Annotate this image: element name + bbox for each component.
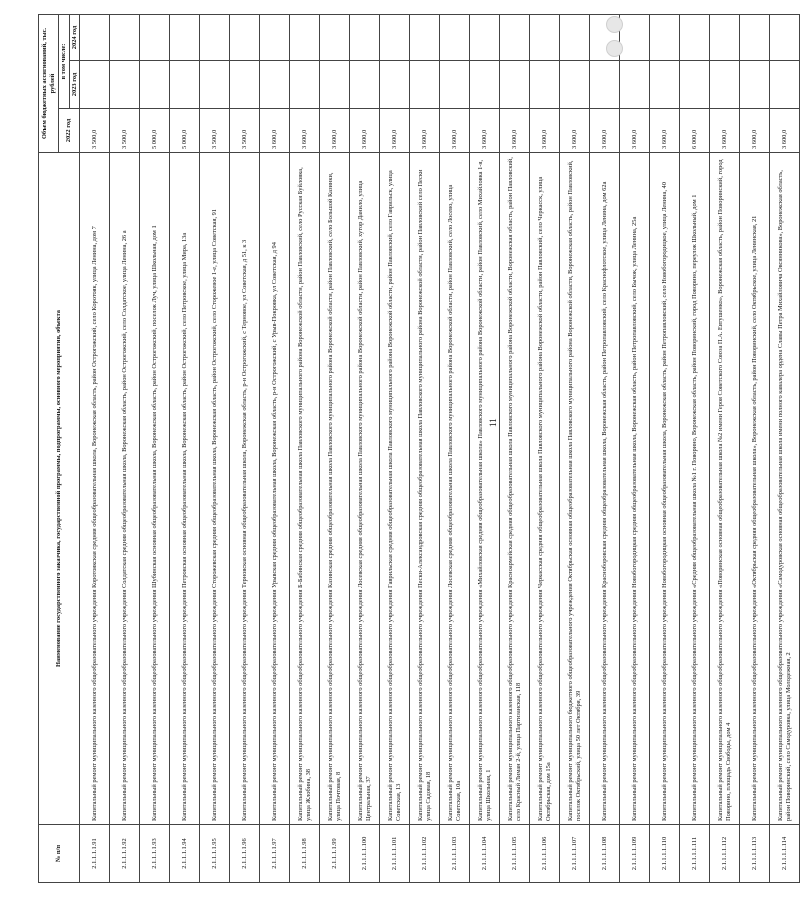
row-value-2023 xyxy=(770,61,800,109)
table-row xyxy=(110,15,140,883)
table-row xyxy=(620,15,650,883)
header-year-2022: 2022 год xyxy=(59,109,80,153)
row-number: 2.1.1.1.1.100 xyxy=(350,825,380,883)
row-number: 2.1.1.1.1.96 xyxy=(230,825,260,883)
header-row xyxy=(39,15,59,883)
row-value-2023 xyxy=(620,61,650,109)
row-value-2023 xyxy=(560,61,590,109)
table-row xyxy=(440,15,470,883)
row-value-2024 xyxy=(740,15,770,61)
row-value-2022: 3 600,0 xyxy=(380,109,410,153)
header-year-2023: 2023 год xyxy=(69,61,80,109)
row-description: Капитальный ремонт муниципального казенного общеобразовательного учреждения Красноармейская средняя общеобразовательная школа Павловского муниципального района Воронежской области, Воронежская область, район Павловский, село Красный Лиман 2-й, улица Партизанская, 118 xyxy=(500,153,530,825)
row-value-2024 xyxy=(380,15,410,61)
row-description: Капитальный ремонт муниципального казенного общеобразовательного учреждения Гаврильская средняя общеобразовательная школа Павловского муниципального района Воронежской области, район Павловский, село Гаврильск, улица Советская, 13 xyxy=(380,153,410,825)
table-row xyxy=(680,15,710,883)
row-value-2024 xyxy=(410,15,440,61)
table-row xyxy=(740,15,770,883)
page-number: 11 xyxy=(488,418,498,427)
row-value-2023 xyxy=(260,61,290,109)
table-row xyxy=(80,15,110,883)
table-row xyxy=(230,15,260,883)
row-value-2024 xyxy=(770,15,800,61)
row-value-2024 xyxy=(470,15,500,61)
row-value-2023 xyxy=(140,61,170,109)
row-description: Капитальный ремонт муниципального казенного общеобразовательного учреждения Новобогородицкая средняя общеобразовательная школа, Воронежская область, район Петропавловский, село Бычок, улица Ленина, 25а xyxy=(620,153,650,825)
row-description: Капитальный ремонт муниципального казенного общеобразовательного учреждения «Михайловская средняя общеобразовательная школа» Павловского муниципального района Воронежской области, район Павловский, село Михайловка 1-я, улица Школьная, 1 xyxy=(470,153,500,825)
row-number: 2.1.1.1.1.112 xyxy=(710,825,740,883)
row-value-2024 xyxy=(80,15,110,61)
row-value-2022: 3 500,0 xyxy=(200,109,230,153)
row-description: Капитальный ремонт муниципального казенного общеобразовательного учреждения Терновская основная общеобразовательная школа, Воронежская область, р-н Острогожский, с Терновое, ул Советская, д 51, к 3 xyxy=(230,153,260,825)
row-number: 2.1.1.1.1.98 xyxy=(290,825,320,883)
row-value-2024 xyxy=(230,15,260,61)
row-value-2023 xyxy=(470,61,500,109)
row-number: 2.1.1.1.1.105 xyxy=(500,825,530,883)
row-value-2022: 3 600,0 xyxy=(440,109,470,153)
row-number: 2.1.1.1.1.101 xyxy=(380,825,410,883)
row-description: Капитальный ремонт муниципального казенного общеобразовательного учреждения «Октябрьская средняя общеобразовательная школа», Воронежская область, район Поворинский, село Октябрьское, улица Ленинская, 21 xyxy=(740,153,770,825)
row-number: 2.1.1.1.1.110 xyxy=(650,825,680,883)
table-row xyxy=(530,15,560,883)
row-description: Капитальный ремонт муниципального бюджетного общеобразовательного учреждения Октябрьская основная общеобразовательная школа Павловского муниципального района Воронежской области, Воронежская область, район Павловский, поселок Октябрьский, улица 50 лет Октября, 39 xyxy=(560,153,590,825)
row-number: 2.1.1.1.1.113 xyxy=(740,825,770,883)
row-value-2024 xyxy=(440,15,470,61)
row-value-2023 xyxy=(680,61,710,109)
header-incl: в том числе: xyxy=(59,15,70,109)
row-value-2024 xyxy=(320,15,350,61)
row-number: 2.1.1.1.1.108 xyxy=(590,825,620,883)
row-value-2024 xyxy=(500,15,530,61)
row-description: Капитальный ремонт муниципального казенного общеобразовательного учреждения Казинская средняя общеобразовательная школа Павловского муниципального района Воронежской области, район Павловский, село Большой Казинки, улица Почтовая, 8 xyxy=(320,153,350,825)
row-description: Капитальный ремонт муниципального казенного общеобразовательного учреждения Пески-Александровская средняя общеобразовательная школа Павловского муниципального района Воронежской области, район Павловский село Пески улица Садовая, 18 xyxy=(410,153,440,825)
header-num: № п/п xyxy=(39,825,80,883)
row-number: 2.1.1.1.1.91 xyxy=(80,825,110,883)
row-number: 2.1.1.1.1.95 xyxy=(200,825,230,883)
row-value-2022: 5 000,0 xyxy=(140,109,170,153)
row-number: 2.1.1.1.1.92 xyxy=(110,825,140,883)
row-value-2024 xyxy=(140,15,170,61)
row-description: Капитальный ремонт муниципального казенного общеобразовательного учреждения Новобогородицкая основная общеобразовательная школа, Воронежская область, район Петропавловский, село Новобогородицкое, улица Ленина, 40 xyxy=(650,153,680,825)
row-number: 2.1.1.1.1.106 xyxy=(530,825,560,883)
header-funds: Объем бюджетных ассигнований, тыс. рублей xyxy=(39,15,59,153)
row-value-2023 xyxy=(650,61,680,109)
budget-table xyxy=(38,14,800,883)
row-value-2023 xyxy=(590,61,620,109)
row-value-2022: 3 600,0 xyxy=(590,109,620,153)
row-value-2023 xyxy=(500,61,530,109)
table-row xyxy=(290,15,320,883)
table-body xyxy=(80,15,800,883)
row-number: 2.1.1.1.1.107 xyxy=(560,825,590,883)
row-value-2022: 3 600,0 xyxy=(260,109,290,153)
row-value-2024 xyxy=(350,15,380,61)
row-value-2024 xyxy=(290,15,320,61)
row-value-2024 xyxy=(620,15,650,61)
table-row xyxy=(200,15,230,883)
table-row xyxy=(140,15,170,883)
table-row xyxy=(350,15,380,883)
row-value-2022: 3 600,0 xyxy=(410,109,440,153)
row-value-2024 xyxy=(200,15,230,61)
row-value-2023 xyxy=(440,61,470,109)
row-number: 2.1.1.1.1.111 xyxy=(680,825,710,883)
row-number: 2.1.1.1.1.94 xyxy=(170,825,200,883)
row-value-2023 xyxy=(410,61,440,109)
table-row xyxy=(320,15,350,883)
row-value-2022: 3 600,0 xyxy=(710,109,740,153)
table-row xyxy=(560,15,590,883)
row-value-2023 xyxy=(380,61,410,109)
row-description: Капитальный ремонт муниципального казенного общеобразовательного учреждения Черкасская средняя общеобразовательная школа Павловского муниципального района Воронежской области, район Павловский, село Черкасск, улица Октябрьская, дом 15а xyxy=(530,153,560,825)
row-value-2024 xyxy=(110,15,140,61)
punch-hole xyxy=(606,40,623,57)
row-value-2022: 3 600,0 xyxy=(560,109,590,153)
row-value-2022: 5 000,0 xyxy=(170,109,200,153)
row-description: Капитальный ремонт муниципального казенного общеобразовательного учреждения Солдатская средняя общеобразовательная школа, Воронежская область, район Острогожский, село Солдатское, улица Ленина, 26 а xyxy=(110,153,140,825)
table-row xyxy=(710,15,740,883)
row-description: Капитальный ремонт муниципального казенного общеобразовательного учреждения Коротоякская средняя общеобразовательная школа, Воронежская область, район Острогожский, село Коротояк, улица Ленина, дом 7 xyxy=(80,153,110,825)
row-description: Капитальный ремонт муниципального казенного общеобразовательного учреждения Лосевская средняя общеобразовательная школа Павловского муниципального района Воронежской области, район Павловский, хутор Данило, улица Центральная, 37 xyxy=(350,153,380,825)
table-row xyxy=(410,15,440,883)
row-value-2023 xyxy=(710,61,740,109)
row-number: 2.1.1.1.1.109 xyxy=(620,825,650,883)
header-name: Наименование государственного заказчика, государственной программы, подпрограммы, основного мероприятия, объекта xyxy=(39,153,80,825)
row-value-2023 xyxy=(320,61,350,109)
header-year-2024: 2024 год xyxy=(69,15,80,61)
row-value-2024 xyxy=(710,15,740,61)
table-row xyxy=(170,15,200,883)
row-value-2022: 3 600,0 xyxy=(530,109,560,153)
row-value-2022: 3 600,0 xyxy=(500,109,530,153)
row-description: Капитальный ремонт муниципального казенного общеобразовательного учреждения Шубинская основная общеобразовательная школа, Воронежская область, район Острогожский, поселок Луч, улица Школьная, дом 1 xyxy=(140,153,170,825)
row-description: Капитальный ремонт муниципального казенного общеобразовательного учреждения Лосевская средняя общеобразовательная школа Павловского муниципального района Воронежской области, район Павловский, село Лосево, улица Советская, 10а xyxy=(440,153,470,825)
row-description: Капитальный ремонт муниципального казенного общеобразовательного учреждения «Поворинская основная общеобразовательная школа №2 имени Героя Советского Союза П.А. Евтушенко», Воронежская область, район Поворинский, город Поворино, площадь Свободы, дом 4 xyxy=(710,153,740,825)
row-description: Капитальный ремонт муниципального казенного общеобразовательного учреждения «Самодуровская основная общеобразовательная школа имени полного кавалера ордена Славы Петра Михайловича Овсянникова», Воронежская область, район Поворинский, село Самодуровка, улица Молодежная, 2 xyxy=(770,153,800,825)
row-value-2022: 3 600,0 xyxy=(650,109,680,153)
row-number: 2.1.1.1.1.93 xyxy=(140,825,170,883)
row-value-2023 xyxy=(110,61,140,109)
table-row xyxy=(260,15,290,883)
row-value-2023 xyxy=(530,61,560,109)
row-value-2024 xyxy=(530,15,560,61)
row-number: 2.1.1.1.1.103 xyxy=(440,825,470,883)
row-value-2022: 3 600,0 xyxy=(470,109,500,153)
row-value-2024 xyxy=(560,15,590,61)
row-value-2024 xyxy=(260,15,290,61)
row-number: 2.1.1.1.1.102 xyxy=(410,825,440,883)
table-row xyxy=(470,15,500,883)
row-description: Капитальный ремонт муниципального казенного общеобразовательного учреждения Б-Бабинская средняя общеобразовательная школа Павловского муниципального района Воронежской области, район Павловский, село Русская Буйловка, улица Жлобина, 38 xyxy=(290,153,320,825)
row-description: Капитальный ремонт муниципального казенного общеобразовательного учреждения Красноборовская средняя общеобразовательная школа, Воронежская область, район Петропавловский, село Краснофлотское, улица Ленина, дом 62а xyxy=(590,153,620,825)
row-value-2022: 6 000,0 xyxy=(680,109,710,153)
table-row xyxy=(590,15,620,883)
row-value-2022: 3 600,0 xyxy=(620,109,650,153)
row-description: Капитальный ремонт муниципального казенного общеобразовательного учреждения Петровская основная общеобразовательная школа, Воронежская область, район Острогожский, село Петровское, улица Мира, 13а xyxy=(170,153,200,825)
punch-hole xyxy=(606,16,623,33)
row-value-2024 xyxy=(680,15,710,61)
row-value-2022: 3 600,0 xyxy=(290,109,320,153)
row-description: Капитальный ремонт муниципального казенного общеобразовательного учреждения Сторожевская средняя общеобразовательная школа, Воронежская область, район Острогожский, село Сторожевое 1-е, улица Советская, 91 xyxy=(200,153,230,825)
table-row xyxy=(380,15,410,883)
table-row xyxy=(500,15,530,883)
row-value-2023 xyxy=(350,61,380,109)
row-value-2023 xyxy=(230,61,260,109)
row-value-2022: 3 500,0 xyxy=(230,109,260,153)
row-value-2022: 3 600,0 xyxy=(320,109,350,153)
row-value-2022: 3 600,0 xyxy=(740,109,770,153)
row-value-2023 xyxy=(290,61,320,109)
row-value-2022: 3 500,0 xyxy=(80,109,110,153)
row-number: 2.1.1.1.1.114 xyxy=(770,825,800,883)
row-number: 2.1.1.1.1.99 xyxy=(320,825,350,883)
row-number: 2.1.1.1.1.97 xyxy=(260,825,290,883)
row-value-2024 xyxy=(170,15,200,61)
table-row xyxy=(770,15,800,883)
row-value-2023 xyxy=(170,61,200,109)
row-value-2022: 3 500,0 xyxy=(110,109,140,153)
row-value-2022: 3 600,0 xyxy=(350,109,380,153)
table-row xyxy=(650,15,680,883)
row-value-2024 xyxy=(650,15,680,61)
row-description: Капитальный ремонт муниципального казенного общеобразовательного учреждения Урывская средняя общеобразовательная школа, Воронежская область, р-н Острогожский, с Урыв-Покровка, ул Советская, д 94 xyxy=(260,153,290,825)
row-description: Капитальный ремонт муниципального казенного общеобразовательного учреждения «Средняя общеобразовательная школа №1 г. Поворино, Воронежская область, район Поворинский, город Поворино, переулок Школьный, дом 1 xyxy=(680,153,710,825)
row-number: 2.1.1.1.1.104 xyxy=(470,825,500,883)
row-value-2023 xyxy=(80,61,110,109)
row-value-2023 xyxy=(740,61,770,109)
row-value-2023 xyxy=(200,61,230,109)
row-value-2022: 3 600,0 xyxy=(770,109,800,153)
